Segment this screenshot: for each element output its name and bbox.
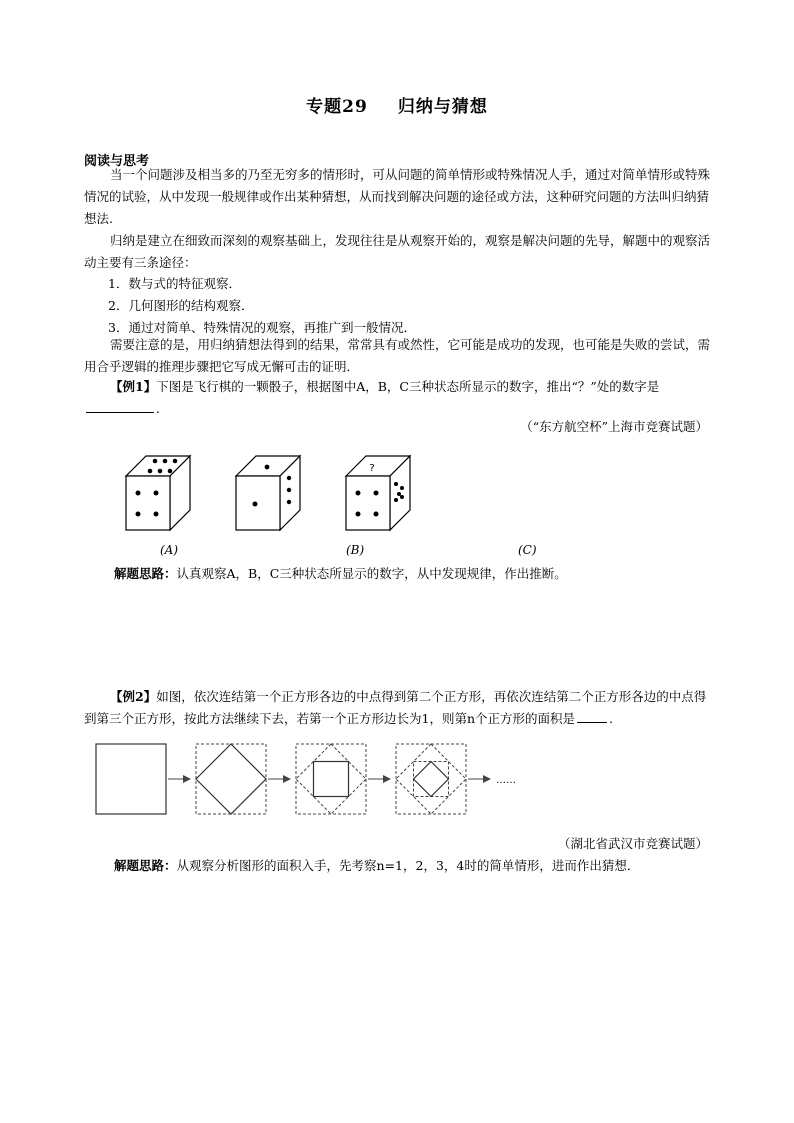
dice-a xyxy=(124,452,192,532)
title-topic: 专题29 xyxy=(306,97,368,117)
answer-blank[interactable] xyxy=(86,398,154,413)
list-item: 1．数与式的特征观察． xyxy=(108,276,241,291)
section-heading: 阅读与思考 xyxy=(84,154,150,169)
hint-label: 解题思路： xyxy=(114,566,177,581)
hint-text: 认真观察A，B，C三种状态所显示的数字，从中发现规律，作出推断。 xyxy=(176,566,567,581)
example-1-text: 下图是飞行棋的一颗骰子，根据图中A，B，C三种状态所显示的数字，推出“？”处的数字是 xyxy=(156,379,660,394)
dice-label: (B) xyxy=(346,543,365,557)
hint-text: 从观察分析图形的面积入手，先考察n=1，2，3，4时的简单情形，进而作出猜想． xyxy=(176,858,640,873)
dice-label: (C) xyxy=(518,543,537,557)
list-item: 2．几何图形的结构观察． xyxy=(108,298,254,313)
paragraph-2: 归纳是建立在细致而深刻的观察基础上，发现往往是从观察开始的，观察是解决问题的先导，解题中的观察活动主要有三条途径： xyxy=(84,233,711,270)
hint-label: 解题思路： xyxy=(114,858,177,873)
dice-b xyxy=(234,452,302,532)
example-2-hint xyxy=(114,855,734,877)
example-1: 【例1】下图是飞行棋的一颗骰子，根据图中A，B，C三种状态所显示的数字，推出“？”处的数字是. xyxy=(84,376,714,420)
paragraph-1: 当一个问题涉及相当多的乃至无穷多的情形时，可从问题的简单情形或特殊情况人手，通过对简单情形或特殊情况的试验，从中发现一般规律或作出某种猜想，从而找到解决问题的途径或方法，这种研究问题的方法叫归纳猜想法. xyxy=(84,167,711,226)
example-1-hint xyxy=(114,563,734,585)
answer-blank[interactable] xyxy=(577,708,607,723)
list-item: 3．通过对简单、特殊情况的观察，再推广到一般情况． xyxy=(108,320,416,335)
example-1-label: 【例1】 xyxy=(110,379,157,394)
example-2-text: 如图，依次连结第一个正方形各边的中点得到第二个正方形，再依次连结第二个正方形各边的中点得到第三个正方形，按此方法继续下去，若第一个正方形边长为1，则第n个正方形的面积是 xyxy=(84,689,707,726)
title-name: 归纳与猜想 xyxy=(397,97,488,117)
example-2: 【例2】如图，依次连结第一个正方形各边的中点得到第二个正方形，再依次连结第二个正方形各边的中点得到第三个正方形，按此方法继续下去，若第一个正方形边长为1，则第n个正方形的面积是 . xyxy=(84,689,707,726)
question-mark: ? xyxy=(369,463,375,474)
paragraph-3: 需要注意的是，用归纳猜想法得到的结果，常常具有或然性，它可能是成功的发现，也可能是失败的尝试，需用合乎逻辑的推理步骤把它写成无懈可击的证明． xyxy=(84,337,711,374)
example-1-source: （“东方航空杯”上海市竞赛试题） xyxy=(520,419,708,434)
squares-figure xyxy=(90,736,530,818)
page-title xyxy=(0,92,794,117)
dice-c xyxy=(344,452,412,532)
ellipsis: …… xyxy=(496,775,516,786)
dice-label: (A) xyxy=(160,543,179,557)
example-2-label: 【例2】 xyxy=(110,689,157,704)
example-2-source: （湖北省武汉市竞赛试题） xyxy=(557,836,708,851)
